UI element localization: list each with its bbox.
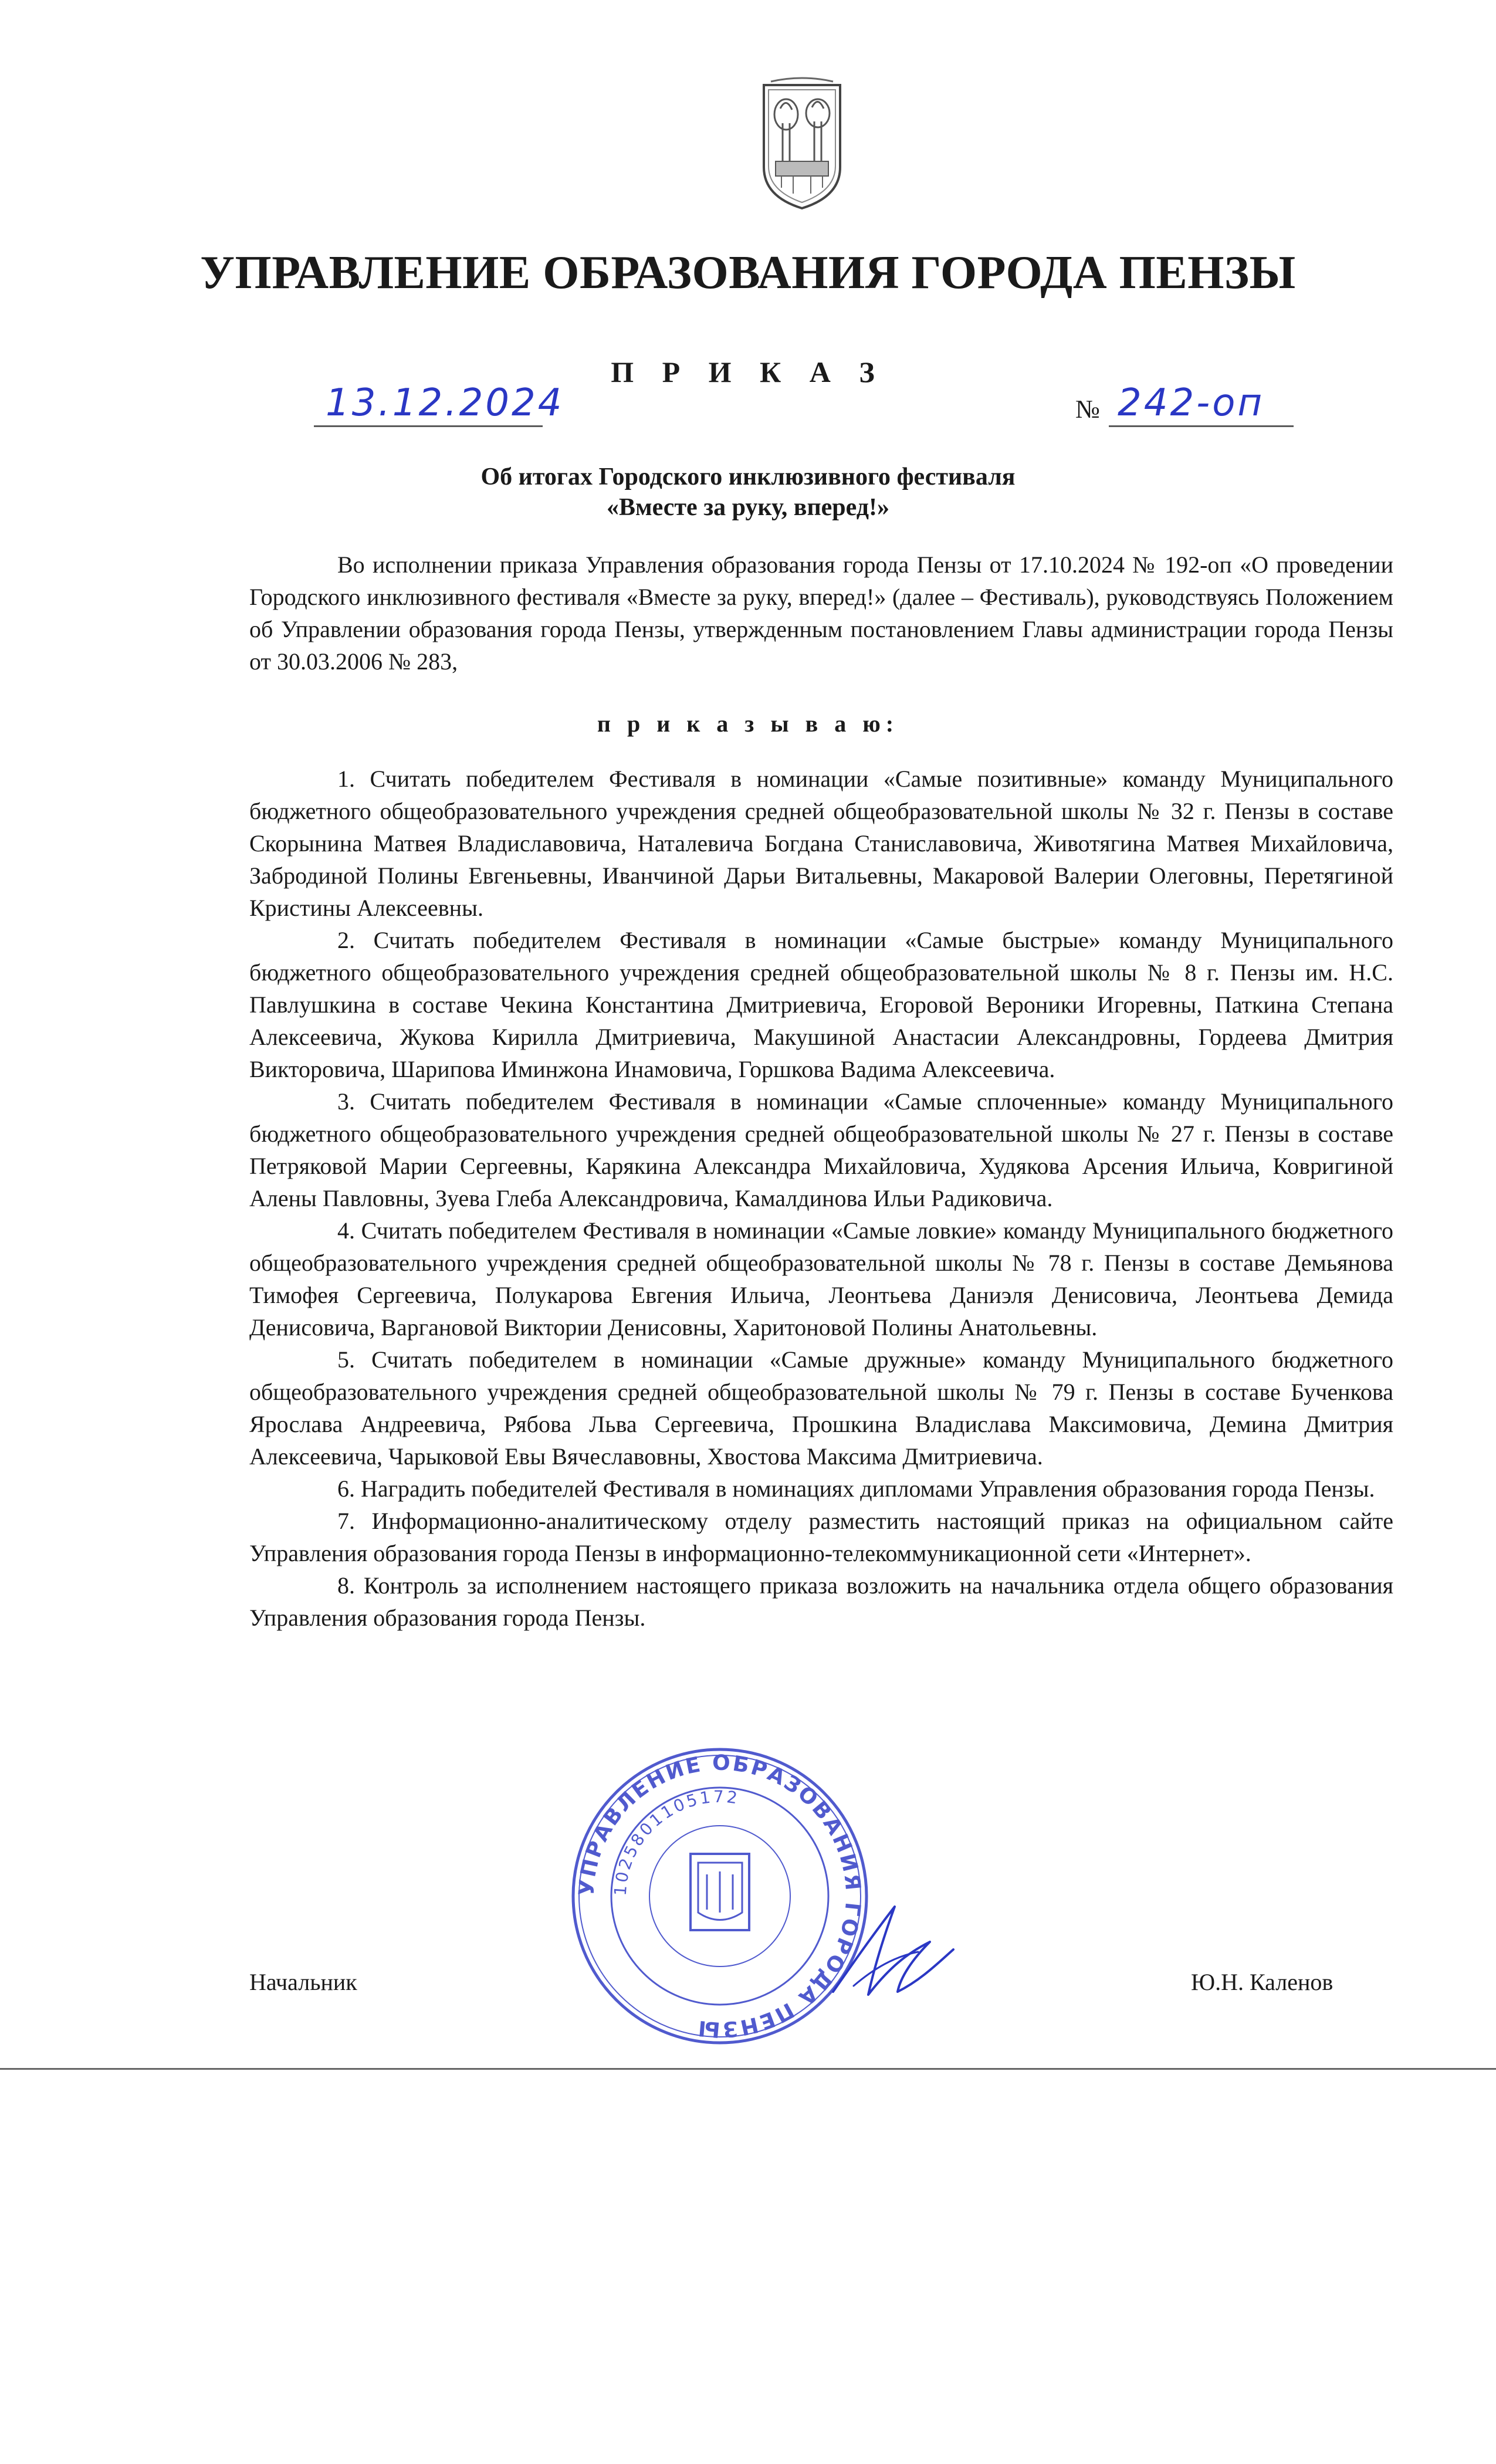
order-item: 1. Считать победителем Фестиваля в номинации «Самые позитивные» команду Муниципального бюджетного общеобразовательного учреждения средней общеобразовательной школы № 32 г. Пензы в составе Скорынина Матвея Владиславовича, Наталевича Богдана Станиславовича, Животягина Матвея Михайловича, Забродиной Полины Евгеньевны, Иванчиной Дарьи Витальевны, Макаровой Валерии Олеговны, Перетягиной Кристины Алексеевны. [249, 766, 1393, 921]
order-item: 6. Наградить победителей Фестиваля в номинациях дипломами Управления образования города Пензы. [337, 1475, 1375, 1502]
number-underline [1109, 425, 1294, 427]
signatory-position: Начальник [249, 1969, 357, 1995]
page-bottom-divider [0, 2068, 1496, 2070]
title-line-1: Об итогах Городского инклюзивного фестиваля [480, 463, 1016, 490]
order-item: 5. Считать победителем в номинации «Самые дружные» команду Муниципального бюджетного общеобразовательного учреждения средней общеобразовательной школы № 79 г. Пензы в составе Бученкова Ярослава Андреевича, Рябова Льва Сергеевича, Прошкина Владислава Максимовича, Демина Дмитрия Алексеевича, Чарыковой Евы Вячеславовны, Хвостова Максима Дмитриевича. [249, 1346, 1393, 1470]
signatory-name: Ю.Н. Каленов [1191, 1969, 1333, 1995]
order-item: 2. Считать победителем Фестиваля в номинации «Самые быстрые» команду Муниципального бюджетного общеобразовательного учреждения средней общеобразовательной школы № 8 г. Пензы им. Н.С. Павлушкина в составе Чекина Константина Дмитриевича, Егоровой Вероники Игоревны, Паткина Степана Алексеевича, Жукова Кирилла Дмитриевича, Макушиной Анастасии Александровны, Гордеева Дмитрия Викторовича, Шарипова Иминжона Инамовича, Горшкова Вадима Алексеевича. [249, 927, 1393, 1082]
title-line-2: «Вместе за руку, вперед!» [607, 494, 889, 521]
order-item: 3. Считать победителем Фестиваля в номинации «Самые сплоченные» команду Муниципального бюджетного общеобразовательного учреждения средней общеобразовательной школы № 27 г. Пензы в составе Петряковой Марии Сергеевны, Карякина Александра Михайловича, Худякова Арсения Ильича, Ковригиной Алены Павловны, Зуева Глеба Александровича, Камалдинова Ильи Радиковича. [249, 1088, 1393, 1211]
coat-of-arms-icon [758, 73, 846, 211]
order-item: 7. Информационно-аналитическому отделу разместить настоящий приказ на официальном сайте Управления образования города Пензы в информационно-телекоммуникационной сети «Интернет». [249, 1508, 1393, 1566]
document-title [0, 462, 1496, 523]
order-item: 8. Контроль за исполнением настоящего приказа возложить на начальника отдела общего образования Управления образования города Пензы. [249, 1572, 1393, 1631]
decree-word: п р и к а з ы в а ю: [597, 710, 899, 737]
document-number: 242-оп [1118, 381, 1265, 425]
order-item: 4. Считать победителем Фестиваля в номинации «Самые ловкие» команду Муниципального бюджетного общеобразовательного учреждения средней общеобразовательной школы № 78 г. Пензы в составе Демьянова Тимофея Сергеевича, Полукарова Евгения Ильича, Леонтьева Даниэля Денисовича, Леонтьева Демида Денисовича, Варгановой Виктории Денисовны, Харитоновой Полины Анатольевны. [249, 1217, 1393, 1341]
handwritten-signature-icon [818, 1898, 959, 2003]
seal-outer-text: УПРАВЛЕНИЕ ОБРАЗОВАНИЯ ГОРОДА ПЕНЗЫ [574, 1751, 865, 2042]
order-items [249, 763, 1393, 1634]
document-type: П Р И К А З [611, 356, 885, 388]
official-seal-icon [566, 1742, 874, 2050]
document-date: 13.12.2024 [326, 381, 564, 425]
number-sign: № [1075, 395, 1100, 424]
date-underline [314, 425, 543, 427]
intro-paragraph: Во исполнении приказа Управления образования города Пензы от 17.10.2024 № 192-оп «О проведении Городского инклюзивного фестиваля «Вместе за руку, вперед!» (далее – Фестиваль), руководствуясь Положением об Управлении образования города Пензы, утвержденным постановлением Главы администрации города Пензы от 30.03.2006 № 283, [249, 551, 1393, 675]
seal-ogrn: 1025801105172 [610, 1786, 741, 1897]
organization-header: УПРАВЛЕНИЕ ОБРАЗОВАНИЯ ГОРОДА ПЕНЗЫ [200, 247, 1296, 299]
